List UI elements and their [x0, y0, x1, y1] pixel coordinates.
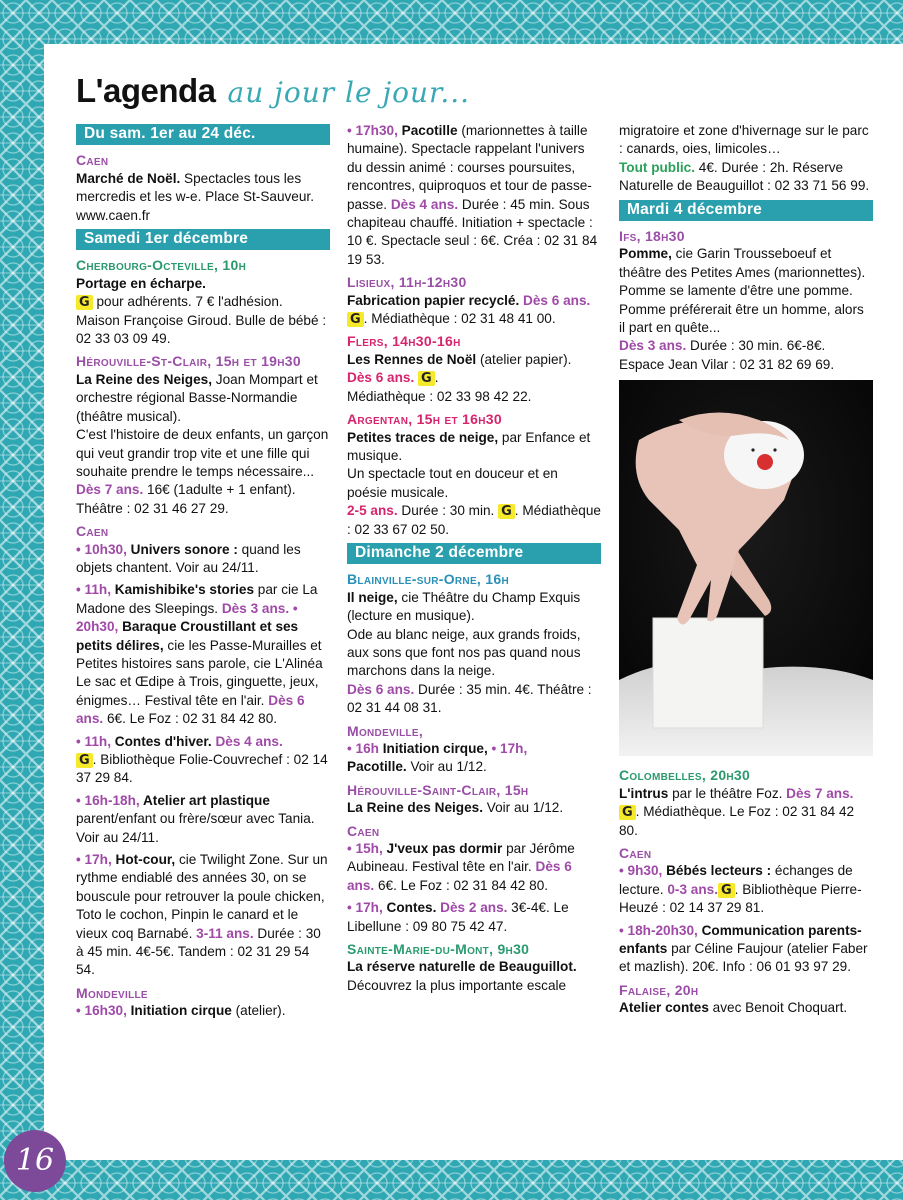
event-title: Portage en écharpe.	[76, 275, 206, 291]
event-title: Bébés lecteurs :	[662, 863, 772, 879]
event	[347, 799, 601, 817]
event-title: Initiation cirque,	[378, 741, 488, 756]
location: Cherbourg-Octeville, 10h	[76, 257, 247, 274]
event	[76, 275, 330, 349]
event-title: Kamishibike's stories	[111, 582, 255, 598]
page	[44, 44, 903, 1160]
free-badge: G	[76, 295, 93, 310]
location: Hérouville-St-Clair, 15h et 19h30	[76, 353, 301, 370]
event-title: Initiation cirque	[126, 1003, 232, 1019]
location: Blainville-sur-Orne, 16h	[347, 571, 509, 588]
age-label: Dès 2 ans.	[436, 900, 508, 916]
event	[347, 840, 601, 895]
location: Caen	[76, 152, 109, 169]
age-label: Dès 6 ans.	[347, 370, 415, 386]
free-badge: G	[347, 312, 364, 327]
event	[76, 371, 330, 518]
event	[619, 122, 873, 196]
location: Argentan, 15h et 16h30	[347, 411, 502, 428]
puppet-illustration	[619, 380, 873, 756]
date-header: Du sam. 1er au 24 déc.	[76, 124, 330, 145]
event-info: 3€-4€. Le Libellune : 09 80 75 42 47.	[347, 900, 569, 934]
event-text: (marionnettes à taille humaine). Spectacle rappelant l'univers du dessin animé : courses poursuites, rencontres, quiproquos et tour de passe-passe.	[347, 123, 592, 212]
location: Flers, 14h30-16h	[347, 333, 461, 350]
event-info: Durée : 30 min. 6€-8€. Espace Jean Vilar : 02 31 82 69 69.	[619, 338, 835, 372]
event	[347, 122, 601, 269]
event-info: . Médiathèque : 02 33 67 02 50.	[347, 503, 601, 537]
event-info: Durée : 45 min. Sous chapiteau chauffé. Initiation + spectacle : 10 €. Spectacle seul : 6€. Créa : 02 31 84 19 53.	[347, 196, 598, 267]
event-title: Marché de Noël.	[76, 170, 181, 186]
event	[347, 899, 601, 936]
location: Caen	[347, 822, 380, 839]
event-time: • 17h,	[76, 852, 112, 868]
age-label: Dès 6 ans.	[347, 859, 572, 893]
event-text: avec Benoit Choquart.	[708, 1000, 848, 1016]
event-text: cie Twilight Zone. Sur un rythme endiablé des années 30, on se bouscule pour retrouver la poule chicken, Toto le cochon, Pinpin le canard et le vieux coq Barnabé.	[76, 852, 328, 941]
event-title: J'veux pas dormir	[382, 841, 503, 857]
event-text: par Jérôme Aubineau. Festival tête en l'air.	[347, 841, 575, 875]
event-title: L'intrus	[619, 785, 669, 801]
event-time: • 16h-18h,	[76, 792, 140, 808]
event-time: • 17h,	[347, 900, 383, 916]
puppet-photo	[619, 380, 873, 756]
event-info: Durée : 30 min.	[397, 503, 499, 519]
event-text: Découvrez la plus importante escale	[347, 977, 567, 993]
event-title: Univers sonore :	[126, 541, 238, 557]
age-label: Dès 6 ans.	[76, 692, 305, 727]
event-time: • 20h30,	[76, 600, 298, 635]
age-label: Dès 4 ans.	[211, 733, 283, 749]
event-time: • 9h30,	[619, 863, 663, 879]
age-label: Dès 4 ans.	[387, 196, 459, 212]
event: Les Rennes de Noël (atelier papier). Dès 6 ans. G . Médiathèque : 02 33 98 42 22.	[347, 351, 572, 404]
age-label: Tout public.	[619, 159, 696, 175]
event-desc: C'est l'histoire de deux enfants, un garçon qui veut grandir trop vite et une fille qui souhaite prendre le temps nécessaire...	[76, 427, 329, 479]
event-text: par Enfance et musique.	[347, 429, 591, 463]
event-desc: Un spectacle tout en douceur et en poésie musicale.	[347, 466, 558, 500]
event-info: . Bibliothèque Pierre-Heuzé : 02 14 37 29 81.	[619, 881, 862, 916]
age-label: 0-3 ans.	[663, 881, 718, 897]
age-label: Dès 3 ans.	[218, 600, 290, 616]
event-title: Atelier art plastique	[139, 792, 270, 808]
event-text: pour adhérents. 7 € l'adhésion. Maison Françoise Giroud. Bulle de bébé : 02 33 03 09 49.	[76, 294, 327, 347]
location: Ifs, 18h30	[619, 228, 685, 245]
event-text: (atelier).	[231, 1003, 286, 1019]
event	[619, 785, 873, 840]
location: Mondeville	[76, 984, 148, 1001]
event-title: Hot-cour,	[111, 852, 176, 868]
event-text: Spectacles tous les mercredis et les w-e. Place St-Sauveur. www.caen.fr	[76, 170, 314, 223]
event	[347, 429, 601, 539]
age-label: Dès 6 ans.	[519, 292, 591, 308]
event	[76, 1002, 330, 1020]
event-time: • 17h30,	[347, 123, 398, 138]
date-header: Samedi 1er décembre	[76, 229, 330, 250]
event-text: par le théâtre Foz.	[668, 785, 783, 801]
event	[76, 170, 330, 225]
event-title: Il neige,	[347, 589, 398, 605]
event-time: • 17h,	[487, 741, 528, 756]
event-text: quand les objets chantent. Voir au 24/11.	[76, 541, 301, 575]
location: Falaise, 20h	[619, 981, 699, 998]
event-text: cie Théâtre du Champ Exquis (lecture en musique).	[347, 589, 581, 624]
event-text: échanges de lecture.	[619, 863, 853, 897]
event-info: 6€. Le Foz : 02 31 84 42 80.	[103, 711, 278, 727]
page-title: L'agenda	[76, 72, 216, 109]
date-header: Dimanche 2 décembre	[347, 543, 601, 564]
event-text: cie les Passe-Murailles et Petites histoires sans parole, cie L'Alinéa Le sac et Œdipe à Trois, ginguette, jeux, énigmes… Festival tête en l'air.	[76, 637, 323, 708]
event-text: . Médiathèque : 02 31 48 41 00.	[363, 311, 556, 327]
event	[619, 245, 873, 374]
event-text: parent/enfant ou frère/sœur avec Tania. Voir au 24/11.	[76, 811, 315, 845]
event-info: Durée : 30 à 45 min. 4€-5€. Tandem : 02 31 29 54 54.	[76, 925, 321, 978]
event-title: Petites traces de neige,	[347, 429, 499, 445]
event-info: . Médiathèque. Le Foz : 02 31 84 42 80.	[619, 804, 855, 838]
event-info: Médiathèque : 02 33 98 42 22.	[347, 388, 532, 404]
age-label: 2-5 ans.	[347, 503, 398, 519]
event-text: . Bibliothèque Folie-Couvrechef : 02 14 37 29 84.	[76, 752, 328, 786]
event-text: Voir au 1/12.	[483, 800, 564, 816]
event-title: Pomme,	[619, 246, 672, 262]
location: Caen	[76, 523, 109, 540]
event-info: 4€. Durée : 2h. Réserve Naturelle de Beauguillot : 02 33 71 56 99.	[619, 159, 870, 194]
event	[347, 958, 601, 995]
age-label: Dès 7 ans.	[76, 482, 144, 498]
event	[619, 999, 873, 1017]
event-time: • 16h	[347, 741, 379, 756]
event-text: (atelier papier).	[476, 351, 572, 367]
event-title: Contes.	[382, 900, 437, 916]
event-info: Durée : 35 min. 4€. Théâtre : 02 31 44 08 31.	[347, 681, 592, 716]
age-label: Dès 7 ans.	[782, 785, 854, 801]
event-time: • 11h,	[76, 733, 111, 749]
column-2	[347, 122, 601, 999]
event-text: par cie La Madone des Sleepings.	[76, 582, 318, 616]
event-time: • 16h30,	[76, 1003, 127, 1019]
event	[347, 589, 601, 718]
event-desc: Ode au blanc neige, aux grands froids, aux sons que font nos pas quand nous marchons dans la neige.	[347, 626, 581, 679]
event-time: • 18h-20h30,	[619, 922, 698, 938]
free-badge: G	[619, 805, 636, 820]
column-1	[76, 122, 330, 1025]
event-title: La réserve naturelle de Beauguillot.	[347, 959, 577, 975]
free-badge: G	[498, 504, 515, 519]
event-text: par Céline Faujour (atelier Faber et mazlish). 20€. Info : 06 01 93 97 29.	[619, 940, 868, 975]
location: Sainte-Marie-du-Mont, 9h30	[347, 941, 530, 958]
event-title: La Reine des Neiges.	[347, 800, 483, 816]
event-title: Les Rennes de Noël	[347, 351, 477, 367]
location: Hérouville-Saint-Clair, 15h	[347, 781, 529, 798]
event-title: Atelier contes	[619, 1000, 709, 1016]
event-desc: Pomme se lamente d'être une pomme. Pomme préférerait être un homme, alors il part en quête...	[619, 283, 864, 336]
page-number: 16	[4, 1130, 66, 1192]
event	[347, 740, 601, 777]
location: Colombelles, 20h30	[619, 767, 751, 784]
event-title: Pacotille	[397, 123, 458, 138]
free-badge: G	[718, 883, 735, 898]
event-info: 16€ (1adulte + 1 enfant). Théâtre : 02 31 46 27 29.	[76, 482, 296, 516]
event-text: Voir au 1/12.	[406, 759, 487, 775]
event-title: Pacotille.	[347, 759, 407, 775]
event-time: • 11h,	[76, 582, 111, 598]
event	[347, 292, 601, 329]
column-3	[619, 122, 873, 1022]
event-text: cie Garin Trousseboeuf et théâtre des Petites Ames (marionnettes).	[619, 246, 866, 280]
free-badge: G	[418, 371, 435, 386]
event-title: Baraque Croustillant et ses petits délires,	[76, 619, 299, 653]
event	[76, 733, 330, 788]
age-label: Dès 3 ans.	[619, 338, 687, 354]
event-title: Contes d'hiver.	[111, 733, 212, 749]
event-text: migratoire et zone d'hivernage sur le parc : canards, oies, limicoles…	[619, 123, 869, 157]
free-badge: G	[76, 753, 93, 768]
event-title: Communication parents-enfants	[619, 922, 862, 956]
event-title: La Reine des Neiges,	[76, 371, 212, 387]
page-header	[76, 72, 470, 122]
age-label: Dès 6 ans.	[347, 681, 415, 697]
event	[619, 922, 873, 977]
event-time: • 15h,	[347, 841, 383, 857]
location: Caen	[619, 844, 652, 861]
event	[76, 792, 330, 847]
event	[76, 851, 330, 980]
age-label: 3-11 ans.	[192, 925, 254, 941]
date-header: Mardi 4 décembre	[619, 200, 873, 221]
page-subtitle: au jour le jour...	[227, 76, 471, 109]
event-info: 6€. Le Foz : 02 31 84 42 80.	[374, 877, 549, 893]
location: Lisieux, 11h-12h30	[347, 274, 467, 291]
event	[76, 541, 330, 578]
event-time: • 10h30,	[76, 541, 127, 557]
event-title: Fabrication papier recyclé.	[347, 292, 520, 308]
event	[76, 581, 330, 728]
event	[619, 862, 873, 917]
event-text: Joan Mompart et orchestre régional Basse-Normandie (théâtre musical).	[76, 371, 318, 424]
location: Mondeville,	[347, 722, 424, 739]
